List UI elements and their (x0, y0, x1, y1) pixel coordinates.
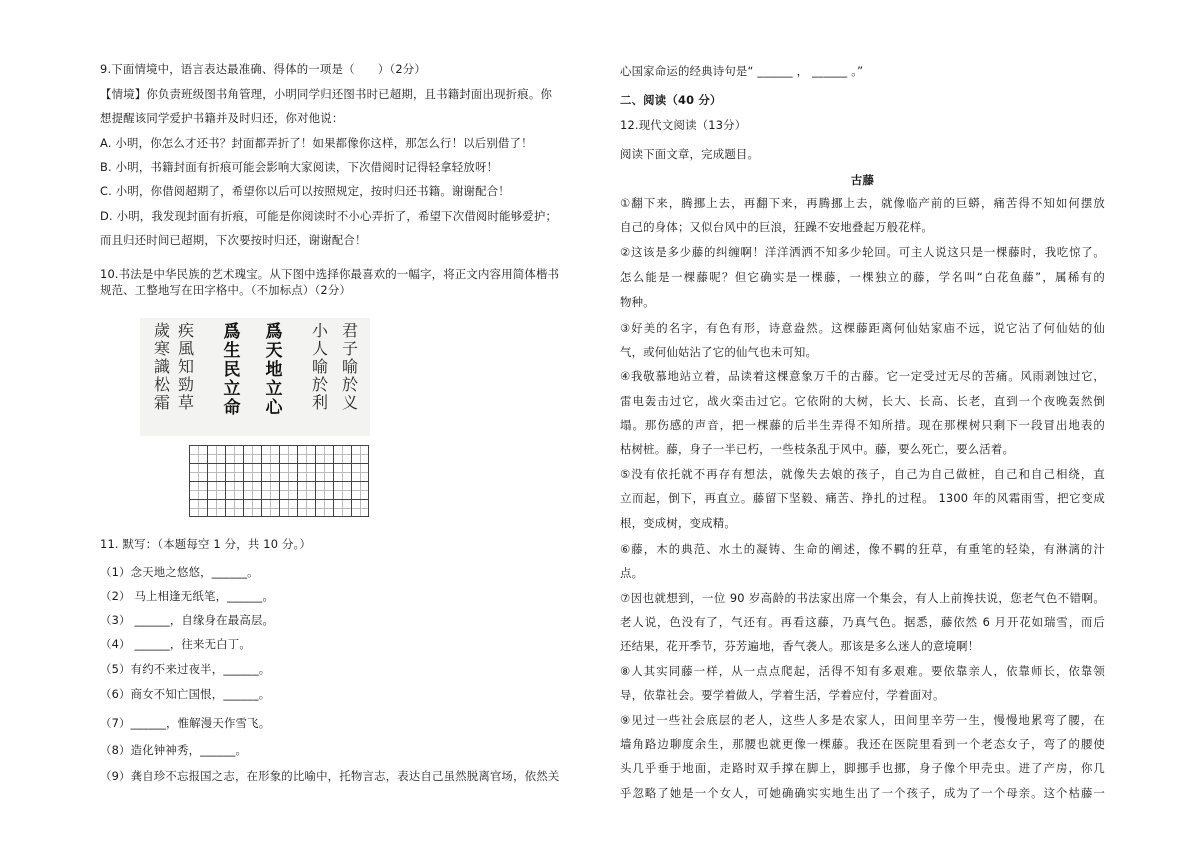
q11-item-4: （4） ______，往来无白丁。 (100, 637, 251, 651)
q11-item-9-continuation: 心国家命运的经典诗句是“ ______ ， ______ 。” (620, 64, 864, 78)
q10-stem-line-2: 规范、工整地写在田字格中。（不加标点）（2分） (100, 283, 352, 297)
article-line: 塌。那伤感的声音，把一棵藤的后半生弄得不知所措。现在那棵树只剩下一段冒出地表的 (620, 418, 1105, 432)
q11-item-2: （2） 马上相逢无纸笔，______。 (100, 589, 275, 603)
q11-item-9: （9）龚自珍不忘报国之志，在形象的比喻中，托物言志，表达自己虽然脱离官场，依然关 (100, 769, 560, 783)
article-line: 还结果，花开季节，芬芳遍地，香气袭人。那该是多么迷人的意境啊！ (620, 639, 980, 653)
q9-option-b: B. 小明，书籍封面有折痕可能会影响大家阅读，下次借阅时记得轻拿轻放呀！ (100, 160, 499, 174)
article-title: 古藤 (850, 173, 875, 187)
article-line: 枯树桩。藤，身子一半已朽，一些枝条乱于风中。藤，要么死亡，要么活着。 (620, 442, 1015, 456)
q9-context-line-1: 【情境】你负责班级图书角管理，小明同学归还图书时已超期，且书籍封面出现折痕。你 (100, 87, 553, 101)
article-line: 立而起，倒下，再直立。藤留下坚毅、痛苦、挣扎的过程。 1300 年的风霜雨雪，把它变成 (620, 491, 1105, 505)
article-line: 墙角路边聊度余生，那腰也就更像一棵藤。我还在医院里看到一个老态女子，弯了的腰使 (620, 737, 1105, 751)
article-line: 怎么能是一棵藤呢？但它确实是一棵藤，一棵独立的藤，学名叫“白花鱼藤”，属稀有的 (620, 270, 1105, 284)
q9-option-d-line-2: 而且归还时间已超期，下次要按时归还，谢谢配合！ (100, 233, 367, 247)
article-line: 物种。 (620, 295, 655, 309)
q9-option-a: A. 小明，你怎么才还书？封面都弄折了！如果都像你这样，那怎么行！以后别借了！ (100, 136, 533, 150)
q11-item-6: （6）商女不知亡国恨，______。 (100, 687, 271, 701)
article-line: ⑤没有依托就不再存有想法，就像失去娘的孩子，自己为自己做桩，自己和自己相绕，直 (620, 467, 1105, 481)
article-line: ②这该是多少藤的纠缠啊！洋洋洒洒不知多少轮回。可主人说这只是一棵藤时，我吃惊了。 (620, 245, 1105, 259)
q11-stem: 11. 默写：（本题每空 1 分，共 10 分。） (100, 537, 312, 551)
article-line: ④我敬慕地站立着，品读着这棵意象万千的古藤。它一定受过无尽的苦痛。风雨剥蚀过它， (620, 369, 1105, 383)
q9-stem: 9.下面情境中，语言表达最准确、得体的一项是（ ）（2分） (100, 62, 426, 76)
q12-stem: 12.现代文阅读（13分） (620, 118, 747, 132)
article-line: 导，依靠社会。要学着做人，学着生活，学着应付，学着面对。 (620, 688, 945, 702)
article-line: ⑨见过一些社会底层的老人，这些人多是农家人，田间里辛劳一生，慢慢地累弯了腰，在 (620, 713, 1105, 727)
q9-option-d-line-1: D. 小明，我发现封面有折痕，可能是你阅读时不小心弄折了，希望下次借阅时能够爱护； (100, 209, 558, 223)
calligraphy-column-6: 君子喻於义 (339, 322, 359, 412)
q11-item-1: （1）念天地之悠悠，______。 (100, 565, 259, 579)
article-line: 点。 (620, 566, 644, 580)
q11-item-8: （8）造化钟神秀，______。 (100, 743, 248, 757)
calligraphy-column-3: 爲生民立命 (219, 322, 240, 417)
article-line: 雷电轰击过它，战火栾击过它。它依附的大树，长大、长高、长老，直到一个夜晚轰然倒 (620, 394, 1105, 408)
article-line: 自己的身体；又似台风中的巨浪，狂躁不安地叠起万般花样。 (620, 220, 933, 234)
article-line: ①翻下来，腾挪上去，再翻下来，再腾挪上去，就像临产前的巨蟒，痛苦得不知如何摆放 (620, 196, 1105, 210)
article-line: ③好美的名字，有色有形，诗意盎然。这棵藤距离何仙姑家庙不远，说它沾了何仙姑的仙 (620, 321, 1105, 335)
q11-item-3: （3） ______，自缘身在最高层。 (100, 613, 275, 627)
q12-instruction: 阅读下面文章，完成题目。 (620, 147, 760, 161)
article-line: ⑦因也就想到，一位 90 岁高龄的书法家出席一个集会，有人上前搀扶说，您老气色不错啊。 (620, 591, 1105, 605)
calligraphy-column-2: 疾風知勁草 (175, 322, 195, 412)
q9-option-c: C. 小明，你借阅超期了，希望你以后可以按照规定，按时归还书籍。谢谢配合！ (100, 184, 510, 198)
q9-context-line-2: 想提醒该同学爱护书籍并及时归还，你对他说： (100, 111, 344, 125)
article-line: 乎忽略了她是一个女人，可她确确实实地生出了一个孩子，成为了一个母亲。这个枯藤一 (620, 786, 1105, 800)
article-line: 头几乎垂于地面，走路时双手撑在脚上，脚挪手也挪，身子像个甲壳虫。进了产房，你几 (620, 761, 1105, 775)
article-line: 根，变成树，变成精。 (620, 516, 736, 530)
article-line: ⑥藤，木的典范、水土的凝铸、生命的阐述，像不羁的狂草，有重笔的轻染，有淋漓的汁 (620, 542, 1105, 556)
calligraphy-column-1: 歲寒識松霜 (151, 322, 171, 412)
article-line: 老人说，色没有了，气还有。再看这藤，乃真气色。据悉，藤依然 6 月开花如瑞雪，而后 (620, 615, 1105, 629)
q10-stem-line-1: 10.书法是中华民族的艺术瑰宝。从下图中选择你最喜欢的一幅字，将正文内容用简体楷书 (100, 267, 560, 281)
tianzige-grid[interactable] (189, 445, 369, 517)
calligraphy-column-4: 爲天地立心 (261, 322, 282, 417)
right-column (620, 0, 1105, 849)
article-line: 气，或何仙姑沾了它的仙气也未可知。 (620, 345, 818, 359)
q11-item-7: （7）______，惟解漫天作雪飞。 (100, 716, 271, 730)
calligraphy-image (140, 318, 370, 436)
article-line: ⑧人其实同藤一样，从一点点爬起，活得不知有多艰难。要依靠亲人，依靠师长，依靠领 (620, 664, 1105, 678)
q11-item-5: （5）有约不来过夜半，______。 (100, 662, 271, 676)
calligraphy-column-5: 小人喻於利 (309, 322, 329, 412)
section-2-title: 二、阅读（40 分） (620, 93, 722, 107)
